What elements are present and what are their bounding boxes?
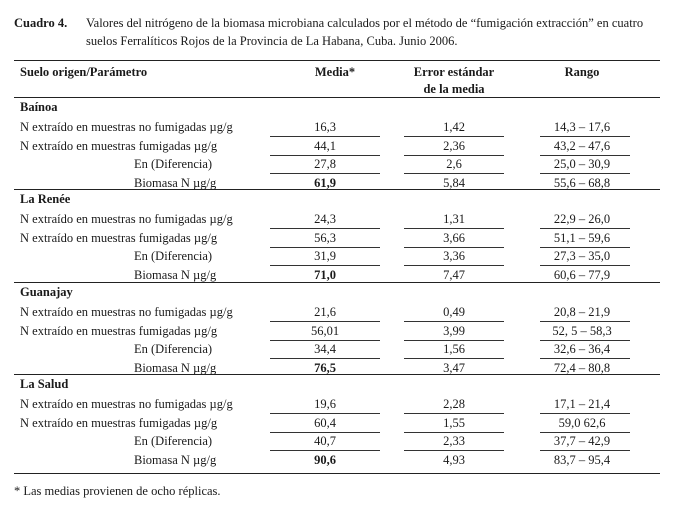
- row-rango: 51,1 – 59,6: [553, 230, 611, 245]
- row-media: 71,0: [314, 267, 336, 282]
- row-error-estandar: 3,99: [443, 323, 465, 338]
- row-media: 34,4: [314, 342, 336, 356]
- row-rango: 22,9 – 26,0: [553, 212, 611, 226]
- caption-text: Valores del nitrógeno de la biomasa microbiana calculados por el método de “fumigación extracción” en cuatro suelos Ferralíticos Rojos de la Provincia de La Habana, Cuba. Junio 2006.: [86, 16, 644, 48]
- row-parametro: Biomasa N µg/g: [134, 267, 217, 282]
- row-media: 31,9: [314, 249, 336, 263]
- row-parametro: En (Diferencia): [134, 249, 213, 263]
- row-media: 56,3: [314, 230, 336, 245]
- row-parametro: N extraído en muestras no fumigadas µg/g: [20, 305, 233, 319]
- row-media: 16,3: [314, 120, 336, 134]
- row-parametro: Biomasa N µg/g: [134, 452, 217, 467]
- row-parametro: En (Diferencia): [134, 342, 213, 356]
- row-rango: 59,0 62,6: [558, 415, 606, 430]
- table-top-rule: [14, 60, 660, 61]
- row-parametro: Biomasa N µg/g: [134, 360, 217, 375]
- row-parametro: N extraído en muestras no fumigadas µg/g: [20, 120, 233, 134]
- group-separator-rule: [14, 374, 660, 375]
- header-rango: Rango: [564, 65, 600, 79]
- row-parametro: En (Diferencia): [134, 434, 213, 448]
- row-error-estandar: 2,36: [443, 138, 465, 153]
- row-error-estandar: 0,49: [443, 305, 465, 319]
- row-rango: 72,4 – 80,8: [553, 360, 611, 375]
- header-error-line2: de la media: [423, 82, 485, 96]
- group-name: La Renée: [20, 192, 71, 206]
- row-error-estandar: 2,33: [443, 434, 465, 448]
- caption-label: Cuadro 4.: [14, 16, 68, 30]
- row-parametro: N extraído en muestras fumigadas µg/g: [20, 415, 218, 430]
- row-parametro: N extraído en muestras no fumigadas µg/g: [20, 212, 233, 226]
- row-error-estandar: 4,93: [443, 452, 465, 467]
- group-separator-rule: [14, 189, 660, 190]
- row-media: 61,9: [314, 175, 336, 190]
- row-error-estandar: 3,66: [443, 230, 465, 245]
- row-media: 24,3: [314, 212, 336, 226]
- row-media: 27,8: [314, 157, 336, 171]
- row-error-estandar: 3,36: [443, 249, 465, 263]
- group-separator-rule: [14, 282, 660, 283]
- row-rango: 27,3 – 35,0: [553, 249, 611, 263]
- footnote: * Las medias provienen de ocho réplicas.: [14, 484, 221, 498]
- group-name: Baínoa: [20, 100, 58, 114]
- row-parametro: N extraído en muestras no fumigadas µg/g: [20, 397, 233, 411]
- row-rango: 17,1 – 21,4: [553, 397, 611, 411]
- row-media: 19,6: [314, 397, 336, 411]
- row-media: 21,6: [314, 305, 336, 319]
- row-rango: 25,0 – 30,9: [553, 157, 611, 171]
- row-rango: 20,8 – 21,9: [553, 305, 611, 319]
- row-error-estandar: 7,47: [443, 267, 465, 282]
- row-error-estandar: 1,55: [443, 415, 465, 430]
- row-rango: 43,2 – 47,6: [553, 138, 611, 153]
- row-media: 90,6: [314, 452, 336, 467]
- row-parametro: N extraído en muestras fumigadas µg/g: [20, 323, 218, 338]
- row-rango: 60,6 – 77,9: [553, 267, 611, 282]
- header-parametro: Suelo origen/Parámetro: [20, 65, 148, 79]
- row-error-estandar: 1,56: [443, 342, 465, 356]
- row-parametro: Biomasa N µg/g: [134, 175, 217, 190]
- row-error-estandar: 2,6: [446, 157, 462, 171]
- row-media: 56,01: [310, 323, 340, 338]
- row-error-estandar: 5,84: [443, 175, 465, 190]
- group-name: Guanajay: [20, 285, 73, 299]
- row-error-estandar: 2,28: [443, 397, 465, 411]
- row-rango: 37,7 – 42,9: [553, 434, 611, 448]
- row-media: 40,7: [314, 434, 336, 448]
- row-error-estandar: 3,47: [443, 360, 465, 375]
- group-name: La Salud: [20, 377, 69, 391]
- row-rango: 83,7 – 95,4: [553, 452, 611, 467]
- row-error-estandar: 1,42: [443, 120, 465, 134]
- row-media: 44,1: [314, 138, 336, 153]
- header-error-line1: Error estándar: [413, 65, 495, 79]
- row-parametro: N extraído en muestras fumigadas µg/g: [20, 138, 218, 153]
- table-bottom-rule: [14, 473, 660, 474]
- row-error-estandar: 1,31: [443, 212, 465, 226]
- row-parametro: En (Diferencia): [134, 157, 213, 171]
- row-rango: 32,6 – 36,4: [553, 342, 611, 356]
- row-rango: 14,3 – 17,6: [553, 120, 611, 134]
- row-rango: 52, 5 – 58,3: [552, 323, 612, 338]
- row-media: 76,5: [314, 360, 336, 375]
- row-parametro: N extraído en muestras fumigadas µg/g: [20, 230, 218, 245]
- header-media: Media*: [314, 65, 356, 79]
- row-media: 60,4: [314, 415, 336, 430]
- header-bottom-rule: [14, 97, 660, 98]
- row-rango: 55,6 – 68,8: [553, 175, 611, 190]
